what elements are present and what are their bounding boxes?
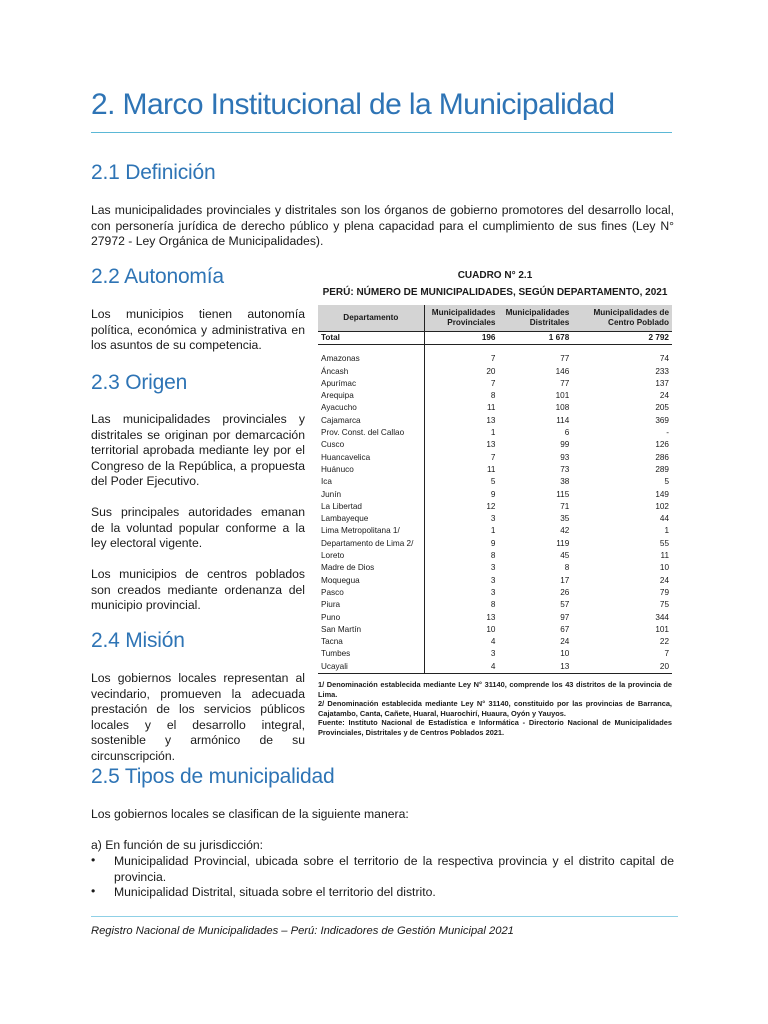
table-row bbox=[318, 390, 672, 402]
cell-provinciales: 4 bbox=[424, 636, 498, 648]
cell-provinciales: 4 bbox=[424, 661, 498, 674]
cell-provinciales: 3 bbox=[424, 562, 498, 574]
cell-provinciales: 8 bbox=[424, 390, 498, 402]
section-2-3-p3: Los municipios de centros poblados son creados mediante ordenanza del municipio provincial. bbox=[91, 567, 305, 612]
cell-departamento: Ucayali bbox=[318, 661, 424, 674]
table-row bbox=[318, 661, 672, 674]
cell-distritales: 13 bbox=[498, 661, 572, 674]
cell-centro-poblado: 20 bbox=[572, 661, 672, 674]
table-row-total bbox=[318, 332, 672, 345]
section-2-5-jurisdiction: a) En función de su jurisdicción: bbox=[91, 838, 264, 852]
cell-provinciales: 3 bbox=[424, 575, 498, 587]
municipalities-table bbox=[318, 305, 672, 674]
cell-departamento: Moquegua bbox=[321, 575, 360, 585]
table-row bbox=[318, 501, 672, 513]
bullet-icon: • bbox=[91, 884, 96, 898]
section-2-1-text: Las municipalidades provinciales y distritales son los órganos de gobierno promotores del desarrollo local, con personería jurídica de derecho público y plena capacidad para el cumplimiento de sus fines (Ley N° 27972 - Ley Orgánica de Municipalidades). bbox=[91, 203, 674, 248]
cell-centro-poblado: 126 bbox=[655, 440, 669, 450]
table-row bbox=[318, 562, 672, 574]
cell-distritales: 101 bbox=[555, 391, 570, 401]
table-row bbox=[318, 402, 672, 414]
cell-distritales: 108 bbox=[555, 403, 570, 413]
cell-departamento: Lambayeque bbox=[321, 514, 369, 524]
table-source: Fuente: Instituto Nacional de Estadística e Informática - Directorio Nacional de Municipalidades Provinciales, Distritales y de Centros Poblados 2021. bbox=[318, 718, 672, 737]
cell-provinciales: 11 bbox=[424, 464, 498, 476]
table-row bbox=[318, 599, 672, 611]
cell-provinciales: 13 bbox=[424, 439, 498, 451]
table-label: CUADRO N° 2.1 bbox=[457, 270, 533, 281]
table-row bbox=[318, 476, 672, 488]
total-label: Total bbox=[318, 332, 424, 345]
table-row bbox=[318, 648, 672, 660]
header-distritales: Municipalidades Distritales bbox=[498, 305, 572, 332]
table-row bbox=[318, 415, 672, 427]
table-row bbox=[318, 366, 672, 378]
section-2-3-p2: Sus principales autoridades emanan de la voluntad popular conforme a la ley electoral vigente. bbox=[91, 505, 305, 550]
page-title: 2. Marco Institucional de la Municipalidad bbox=[91, 88, 615, 121]
cell-departamento: Arequipa bbox=[321, 391, 354, 401]
cell-departamento: San Martín bbox=[321, 624, 362, 634]
page-footer: Registro Nacional de Municipalidades – Perú: Indicadores de Gestión Municipal 2021 bbox=[91, 925, 514, 937]
cell-distritales: 71 bbox=[560, 501, 570, 511]
cell-departamento: Cajamarca bbox=[321, 415, 361, 425]
list-item-provincial: Municipalidad Provincial, ubicada sobre el territorio de la respectiva provincia y el distrito capital de provincia. bbox=[114, 854, 674, 884]
cell-departamento: Huancavelica bbox=[321, 452, 371, 462]
total-provinciales: 196 bbox=[424, 332, 498, 345]
cell-departamento: Pasco bbox=[321, 587, 344, 597]
cell-provinciales: 7 bbox=[424, 353, 498, 365]
cell-provinciales: 1 bbox=[424, 427, 498, 439]
cell-provinciales: 5 bbox=[424, 476, 498, 488]
table-row bbox=[318, 439, 672, 451]
cell-distritales: 73 bbox=[560, 464, 570, 474]
bullet-icon: • bbox=[91, 853, 96, 867]
total-centro-poblado: 2 792 bbox=[572, 332, 672, 345]
cell-distritales: 42 bbox=[560, 526, 570, 536]
cell-centro-poblado: - bbox=[666, 428, 669, 438]
table-row bbox=[318, 612, 672, 624]
cell-distritales: 77 bbox=[560, 354, 570, 364]
cell-distritales: 93 bbox=[560, 452, 570, 462]
section-2-2-heading: 2.2 Autonomía bbox=[91, 265, 224, 288]
table-row bbox=[318, 550, 672, 562]
cell-departamento: Cusco bbox=[321, 440, 345, 450]
cell-distritales: 57 bbox=[560, 600, 570, 610]
cell-centro-poblado: 44 bbox=[659, 514, 669, 524]
cell-provinciales: 13 bbox=[424, 415, 498, 427]
cell-provinciales: 10 bbox=[424, 624, 498, 636]
cell-centro-poblado: 1 bbox=[664, 526, 669, 536]
cell-distritales: 8 bbox=[564, 563, 570, 573]
cell-departamento: Puno bbox=[321, 612, 341, 622]
cell-distritales: 38 bbox=[560, 477, 570, 487]
cell-provinciales: 1 bbox=[424, 525, 498, 537]
table-row bbox=[318, 464, 672, 476]
table-spacer-row bbox=[318, 345, 672, 354]
cell-distritales: 10 bbox=[560, 649, 570, 659]
cell-centro-poblado: 205 bbox=[655, 403, 669, 413]
table-row bbox=[318, 378, 672, 390]
cell-distritales: 119 bbox=[556, 538, 570, 548]
cell-departamento: Departamento de Lima 2/ bbox=[321, 538, 414, 548]
table-row bbox=[318, 489, 672, 501]
section-2-1-heading: 2.1 Definición bbox=[91, 161, 216, 184]
cell-provinciales: 8 bbox=[424, 550, 498, 562]
cell-provinciales: 3 bbox=[424, 648, 498, 660]
cell-departamento: Loreto bbox=[321, 551, 345, 561]
cell-departamento: Huánuco bbox=[321, 464, 354, 474]
cell-centro-poblado: 75 bbox=[659, 600, 669, 610]
table-row bbox=[318, 525, 672, 537]
table-row bbox=[318, 427, 672, 439]
cell-departamento: Lima Metropolitana 1/ bbox=[321, 526, 400, 536]
table-row bbox=[318, 538, 672, 550]
cell-centro-poblado: 102 bbox=[655, 501, 669, 511]
cell-centro-poblado: 7 bbox=[664, 649, 669, 659]
total-distritales: 1 678 bbox=[498, 332, 572, 345]
cell-departamento: Ica bbox=[321, 477, 332, 487]
cell-distritales: 97 bbox=[560, 612, 570, 622]
cell-provinciales: 8 bbox=[424, 599, 498, 611]
cell-departamento: Madre de Dios bbox=[321, 563, 375, 573]
cell-centro-poblado: 289 bbox=[655, 464, 669, 474]
section-2-2-text: Los municipios tienen autonomía política, económica y administrativa en los asuntos de su competencia. bbox=[91, 307, 305, 352]
table-row bbox=[318, 452, 672, 464]
cell-departamento: La Libertad bbox=[321, 501, 362, 511]
cell-departamento: Apurímac bbox=[321, 378, 357, 388]
section-2-5-intro: Los gobiernos locales se clasifican de la siguiente manera: bbox=[91, 807, 409, 821]
table-row bbox=[318, 575, 672, 587]
cell-departamento: Ayacucho bbox=[321, 403, 357, 413]
cell-centro-poblado: 344 bbox=[655, 612, 669, 622]
cell-provinciales: 9 bbox=[424, 489, 498, 501]
cell-provinciales: 12 bbox=[424, 501, 498, 513]
table-note-1: 1/ Denominación establecida mediante Ley N° 31140, comprende los 43 distritos de la provincia de Lima. bbox=[318, 680, 672, 699]
table-row bbox=[318, 513, 672, 525]
cell-centro-poblado: 101 bbox=[655, 624, 669, 634]
cell-centro-poblado: 5 bbox=[664, 477, 669, 487]
cell-centro-poblado: 286 bbox=[655, 452, 669, 462]
cell-distritales: 99 bbox=[560, 440, 570, 450]
table-row bbox=[318, 587, 672, 599]
cell-distritales: 24 bbox=[560, 637, 570, 647]
cell-centro-poblado: 369 bbox=[655, 415, 669, 425]
cell-provinciales: 13 bbox=[424, 612, 498, 624]
cell-provinciales: 3 bbox=[424, 587, 498, 599]
cell-distritales: 6 bbox=[564, 428, 570, 438]
footer-divider bbox=[91, 916, 678, 917]
header-provinciales: Municipalidades Provinciales bbox=[424, 305, 498, 332]
cell-departamento: Tumbes bbox=[321, 649, 351, 659]
section-2-5-heading: 2.5 Tipos de municipalidad bbox=[91, 765, 335, 788]
section-2-4-text: Los gobiernos locales representan al vecindario, promueven la adecuada prestación de los servicios públicos locales y el desarrollo integral, sostenible y armónico de su circunscripción. bbox=[91, 671, 305, 763]
cell-departamento: Tacna bbox=[321, 637, 343, 647]
cell-distritales: 146 bbox=[555, 366, 570, 376]
cell-provinciales: 20 bbox=[424, 366, 498, 378]
cell-centro-poblado: 11 bbox=[660, 551, 669, 561]
cell-centro-poblado: 233 bbox=[655, 366, 669, 376]
cell-distritales: 45 bbox=[560, 551, 570, 561]
cell-distritales: 26 bbox=[560, 587, 570, 597]
table-row bbox=[318, 624, 672, 636]
cell-provinciales: 7 bbox=[424, 452, 498, 464]
title-divider bbox=[91, 132, 672, 133]
cell-centro-poblado: 137 bbox=[655, 378, 669, 388]
cell-centro-poblado: 24 bbox=[659, 575, 669, 585]
header-departamento: Departamento bbox=[318, 305, 424, 332]
cell-departamento: Piura bbox=[321, 600, 341, 610]
table-note-2: 2/ Denominación establecida mediante Ley N° 31140, constituido por las provincias de Barranca, Cajatambo, Canta, Cañete, Huaral, Huarochirí, Huaura, Oyón y Yauyos. bbox=[318, 699, 672, 718]
cell-provinciales: 7 bbox=[424, 378, 498, 390]
cell-departamento: Junín bbox=[321, 489, 342, 499]
section-2-3-heading: 2.3 Origen bbox=[91, 371, 188, 394]
header-centro-poblado: Municipalidades de Centro Poblado bbox=[572, 305, 672, 332]
table-row bbox=[318, 636, 672, 648]
cell-centro-poblado: 55 bbox=[659, 538, 669, 548]
cell-distritales: 114 bbox=[556, 415, 570, 425]
cell-departamento: Áncash bbox=[321, 366, 349, 376]
cell-centro-poblado: 24 bbox=[659, 391, 669, 401]
cell-distritales: 35 bbox=[560, 514, 570, 524]
cell-centro-poblado: 10 bbox=[659, 563, 669, 573]
table-row bbox=[318, 353, 672, 365]
cell-centro-poblado: 79 bbox=[659, 587, 669, 597]
section-2-4-heading: 2.4 Misión bbox=[91, 629, 185, 652]
list-item-distrital: Municipalidad Distrital, situada sobre el territorio del distrito. bbox=[114, 885, 436, 899]
cell-centro-poblado: 74 bbox=[659, 354, 669, 364]
cell-provinciales: 9 bbox=[424, 538, 498, 550]
cell-provinciales: 3 bbox=[424, 513, 498, 525]
table-title: PERÚ: NÚMERO DE MUNICIPALIDADES, SEGÚN DEPARTAMENTO, 2021 bbox=[322, 287, 668, 298]
cell-provinciales: 11 bbox=[424, 402, 498, 414]
cell-distritales: 17 bbox=[560, 575, 570, 585]
cell-departamento: Prov. Const. del Callao bbox=[321, 428, 405, 438]
cell-departamento: Amazonas bbox=[321, 354, 360, 364]
section-2-3-p1: Las municipalidades provinciales y distritales se originan por demarcación territorial aprobada mediante ley por el Congreso de la República, a propuesta del Poder Ejecutivo. bbox=[91, 412, 305, 488]
cell-centro-poblado: 149 bbox=[655, 489, 669, 499]
cell-distritales: 67 bbox=[560, 624, 570, 634]
cell-distritales: 115 bbox=[556, 489, 570, 499]
cell-distritales: 77 bbox=[560, 378, 570, 388]
cell-centro-poblado: 22 bbox=[659, 637, 669, 647]
